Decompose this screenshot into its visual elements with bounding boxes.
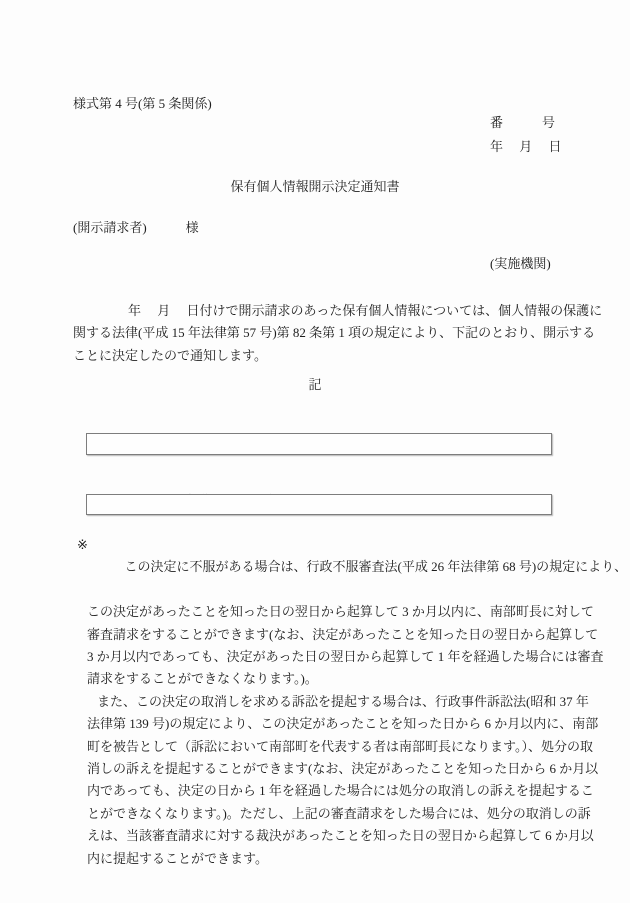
note-line: この決定があったことを知った日の翌日から起算して 3 か月以内に、南部町長に対して — [87, 604, 594, 620]
disclosure-info-field[interactable] — [86, 433, 552, 455]
note-line: とができなくなります。)。ただし、上記の審査請求をした場合には、処分の取消しの訴 — [87, 805, 591, 821]
note-line: 消しの訴えを提起することができます(なお、決定があったことを知った日から 6 か月以 — [87, 761, 599, 777]
note-line: 内に提起することができます。 — [87, 850, 268, 866]
note-line: また、この決定の取消しを求める訴訟を提起する場合は、行政事件訴訟法(昭和 37 年 — [97, 693, 589, 709]
note-asterisk-marker: ※ — [77, 537, 88, 552]
body-paragraph — [73, 300, 603, 367]
addressee-line: (開示請求者) 様 — [73, 220, 199, 235]
record-mark: 記 — [308, 377, 322, 392]
note-line-text: この決定に不服がある場合は、行政不服審査法(平成 26 年法律第 68 号)の規定により、 — [124, 559, 628, 575]
note-line: えは、当該審査請求に対する裁決があったことを知った日の翌日から起算して 6 か月以 — [87, 828, 594, 844]
nondisclosure-reason-field[interactable] — [86, 494, 552, 515]
body-line: 関する法律(平成 15 年法律第 57 号)第 82 条第 1 項の規定により、下記のとおり、開示する — [73, 325, 596, 341]
note-line: 3 か月以内であっても、決定があった日の翌日から起算して 1 年を経過した場合には審査 — [87, 649, 604, 665]
note-line — [73, 534, 628, 601]
note-line: 法律第 139 号)の規定により、この決定があったことを知った日から 6 か月以内に、南部 — [87, 716, 599, 732]
note-line: 町を被告として（訴訟において南部町を代表する者は南部町長になります。）、処分の取 — [87, 738, 593, 754]
appeal-note — [73, 534, 628, 870]
form-style-label: 様式第 4 号(第 5 条関係) — [73, 96, 212, 111]
page-title: 保有個人情報開示決定通知書 — [230, 179, 400, 194]
note-line: 請求をすることができなくなります。)。 — [87, 671, 318, 687]
issuer-line: (実施機関) — [490, 256, 551, 271]
document-date-line: 年 月 日 — [490, 139, 562, 154]
note-line: 審査請求をすることができます(なお、決定があったことを知った日の翌日から起算して — [87, 626, 599, 642]
note-line: 内であっても、決定の日から 1 年を経過した場合には処分の取消しの訴えを提起するこ — [87, 783, 594, 799]
document-number-line: 番 号 — [490, 115, 556, 130]
body-line: ことに決定したので通知します。 — [73, 347, 267, 363]
body-line: 年 月 日付けで開示請求のあった保有個人情報については、個人情報の保護に — [128, 303, 603, 318]
